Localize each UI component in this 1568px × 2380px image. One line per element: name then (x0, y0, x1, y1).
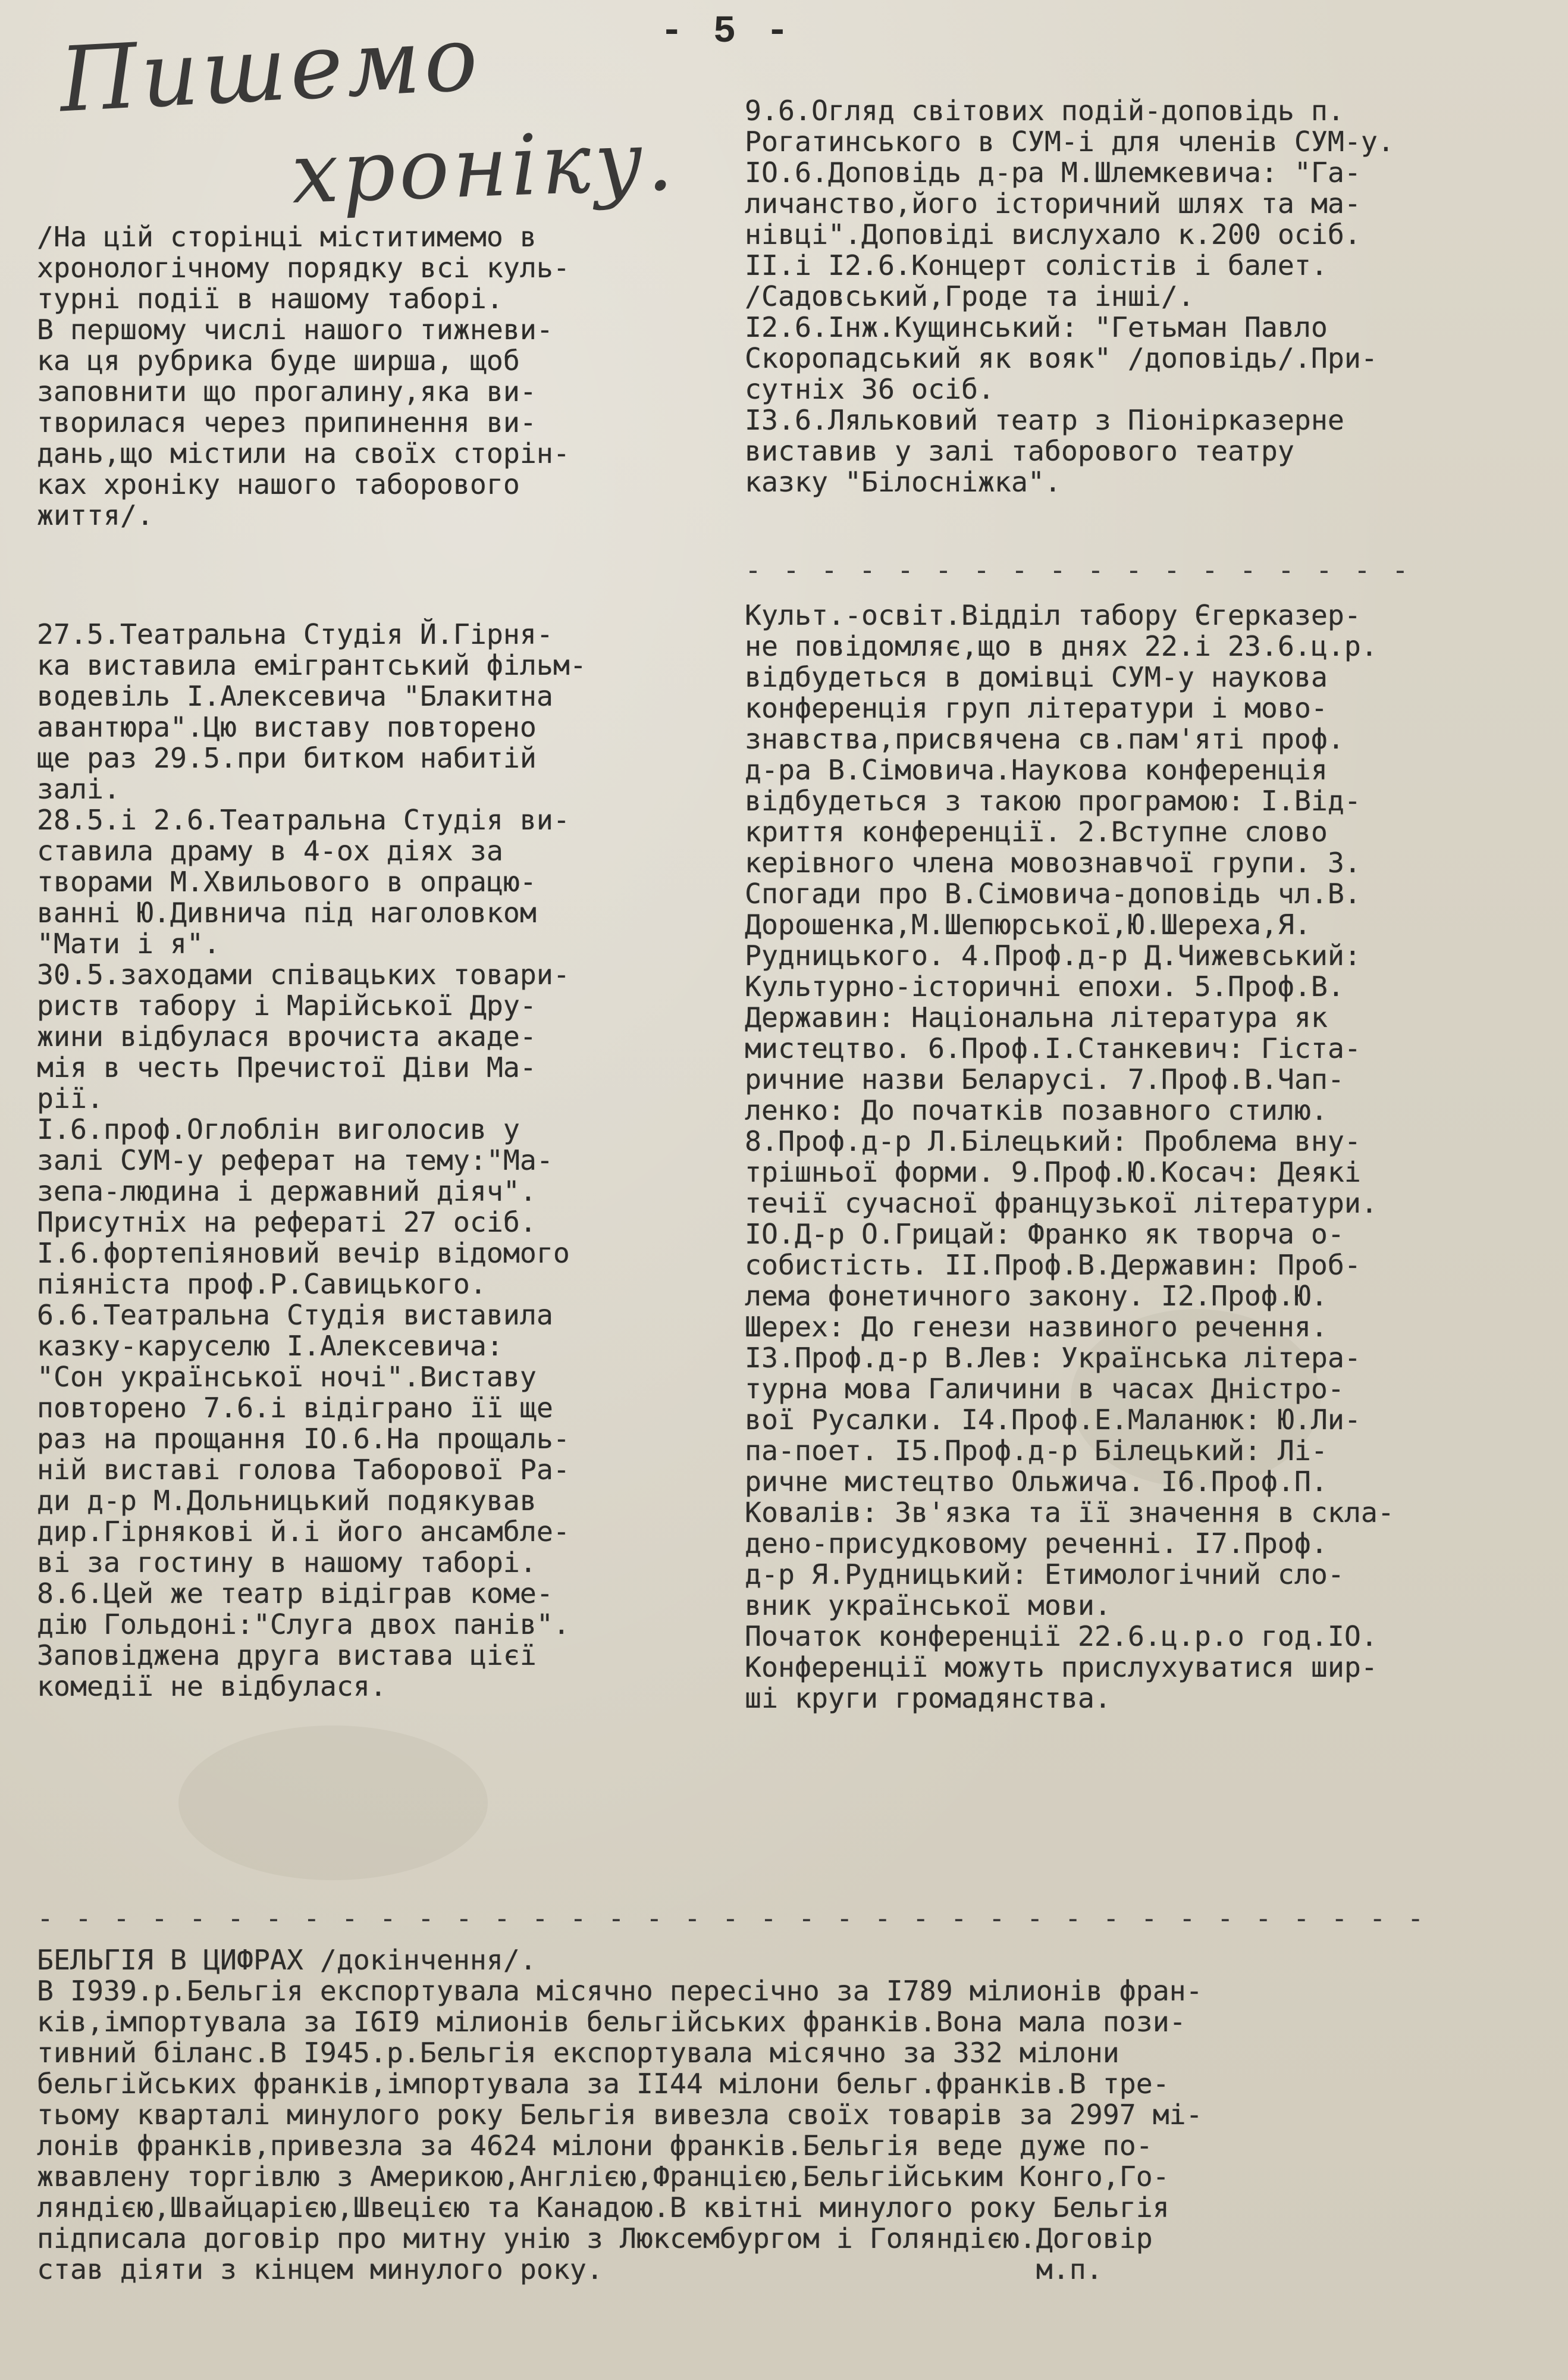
belgium-in-figures-article: БЕЛЬГІЯ В ЦИФРАХ /докінчення/. В І939.р.Бельгія експортувала місячно пересічно за І789 мілионів фран- ків,імпортувала за І6І9 мілионів бельгійських франків.Вона мала пози- тивний біланс.В І945.р.Бельгія експортувала місячно за 332 мілони бельгійських франків,імпортувала за ІІ44 мілони бельг.франків.В тре- тьому кварталі минулого року Бельгія вивезла своїх товарів за 2997 мі- лонів франків,привезла за 4624 мілони франків.Бельгія веде дуже по- жвавлену торгівлю з Америкою,Англією,Францією,Бельгійським Конго,Го- ляндією,Швайцарією,Швецією та Канадою.В квітні минулого року Бельгія підписала договір про митну унію з Люксембургом і Голяндією.Договір став діяти з кінцем минулого року. м.п. (37, 1944, 1203, 2285)
conference-announcement: Культ.-освіт.Відділ табору Єгерказер- не повідомляє,що в днях 22.і 23.6.ц.р. відбудеться в домівці СУМ-у наукова конференція груп літератури і мово- знавства,присвячена св.пам'яті проф. д-ра В.Сімовича.Наукова конференція відбудеться з такою програмою: І.Від- криття конференції. 2.Вступне слово керівного члена мовознавчої групи. 3. Спогади про В.Сімовича-доповідь чл.В. Дорошенка,М.Шепюрської,Ю.Шереха,Я. Рудницького. 4.Проф.д-р Д.Чижевський: Культурно-історичні епохи. 5.Проф.В. Державин: Національна література як мистецтво. 6.Проф.І.Станкевич: Гіста- ричние назви Беларусі. 7.Проф.В.Чап- ленко: До початків позавного стилю. 8.Проф.д-р Л.Білецький: Проблема вну- трішньої форми. 9.Проф.Ю.Косач: Деякі течії сучасної французької літератури. ІО.Д-р О.Грицай: Франко як творча о- собистість. ІІ.Проф.В.Державин: Проб- лема фонетичного закону. І2.Проф.Ю. Шерех: До генези назвиного речення. І3.Проф.д-р В.Лев: Українська літера- турна мова Галичини в часах Дністро- вої Русалки. І4.Проф.Е.Маланюк: Ю.Ли- па-поет. І5.Проф.д-р Білецький: Лі- ричне мистецтво Ольжича. І6.Проф.П. Ковалів: Зв'язка та її значення в скла- дено-присудковому реченні. І7.Проф. д-р Я.Рудницький: Етимологічний сло- вник української мови. Початок конференції 22.6.ц.р.о год.ІО. Конференції можуть прислухуватися шир- ші круги громадянства. (745, 599, 1394, 1714)
paper-stain (178, 1726, 488, 1880)
section-divider: - - - - - - - - - - - - - - - - - - - - - - - - - - - - - - - - - - - - - (37, 1902, 1426, 1934)
chronicle-events-right: 9.6.Огляд світових подій-доповідь п. Рогатинського в СУМ-і для членів СУМ-у. ІО.6.Доповідь д-ра М.Шлемкевича: "Га- личанство,його історичний шлях та ма- нівці".Доповіді вислухало к.200 осіб. ІІ.і І2.6.Концерт солістів і балет. /Садовський,Гроде та інші/. І2.6.Інж.Кущинський: "Гетьман Павло Скоропадський як вояк" /доповідь/.При- сутніх 36 осіб. І3.6.Ляльковий театр з Піонірказерне виставив у залі таборового театру казку "Білосніжка". (745, 95, 1394, 498)
section-divider: - - - - - - - - - - - - - - - - - - (745, 554, 1411, 586)
page-number: - 5 - (660, 11, 793, 54)
handwritten-title-line2: хроніку. (290, 112, 678, 223)
chronicle-events-left: 27.5.Театральна Студія Й.Гірня- ка виставила емігрантський фільм- водевіль І.Алексевича "Блакитна авантюра".Цю виставу повторено ще раз 29.5.при битком набитій залі. 28.5.і 2.6.Театральна Студія ви- ставила драму в 4-ох діях за творами М.Хвильового в опрацю- ванні Ю.Дивнича під наголовком "Мати і я". 30.5.заходами співацьких товари- риств табору і Марійської Дру- жини відбулася врочиста акаде- мія в честь Пречистої Діви Ма- рії. І.6.проф.Оглоблін виголосив у залі СУМ-у реферат на тему:"Ма- зепа-людина і державний діяч". Присутніх на рефераті 27 осіб. І.6.фортепіяновий вечір відомого піяніста проф.Р.Савицького. 6.6.Театральна Студія виставила казку-каруселю І.Алексевича: "Сон української ночі".Виставу повторено 7.6.і відіграно її ще раз на прощання ІО.6.На прощаль- ній виставі голова Таборової Ра- ди д-р М.Дольницький подякував дир.Гірнякові й.і його ансамбле- ві за гостину в нашому таборі. 8.6.Цей же театр відіграв коме- дію Гольдоні:"Слуга двох панів". Заповіджена друга вистава цієї комедії не відбулася. (37, 618, 587, 1702)
intro-paragraph: /На цій сторінці міститимемо в хронологічному порядку всі куль- турні події в нашому таборі. В першому числі нашого тижневи- ка ця рубрика буде ширша, щоб заповнити що прогалину,яка ви- творилася через припинення ви- дань,що містили на своїх сторін- ках хроніку нашого таборового життя/. (37, 221, 570, 531)
handwritten-title-line1: Пишемо (57, 7, 484, 133)
